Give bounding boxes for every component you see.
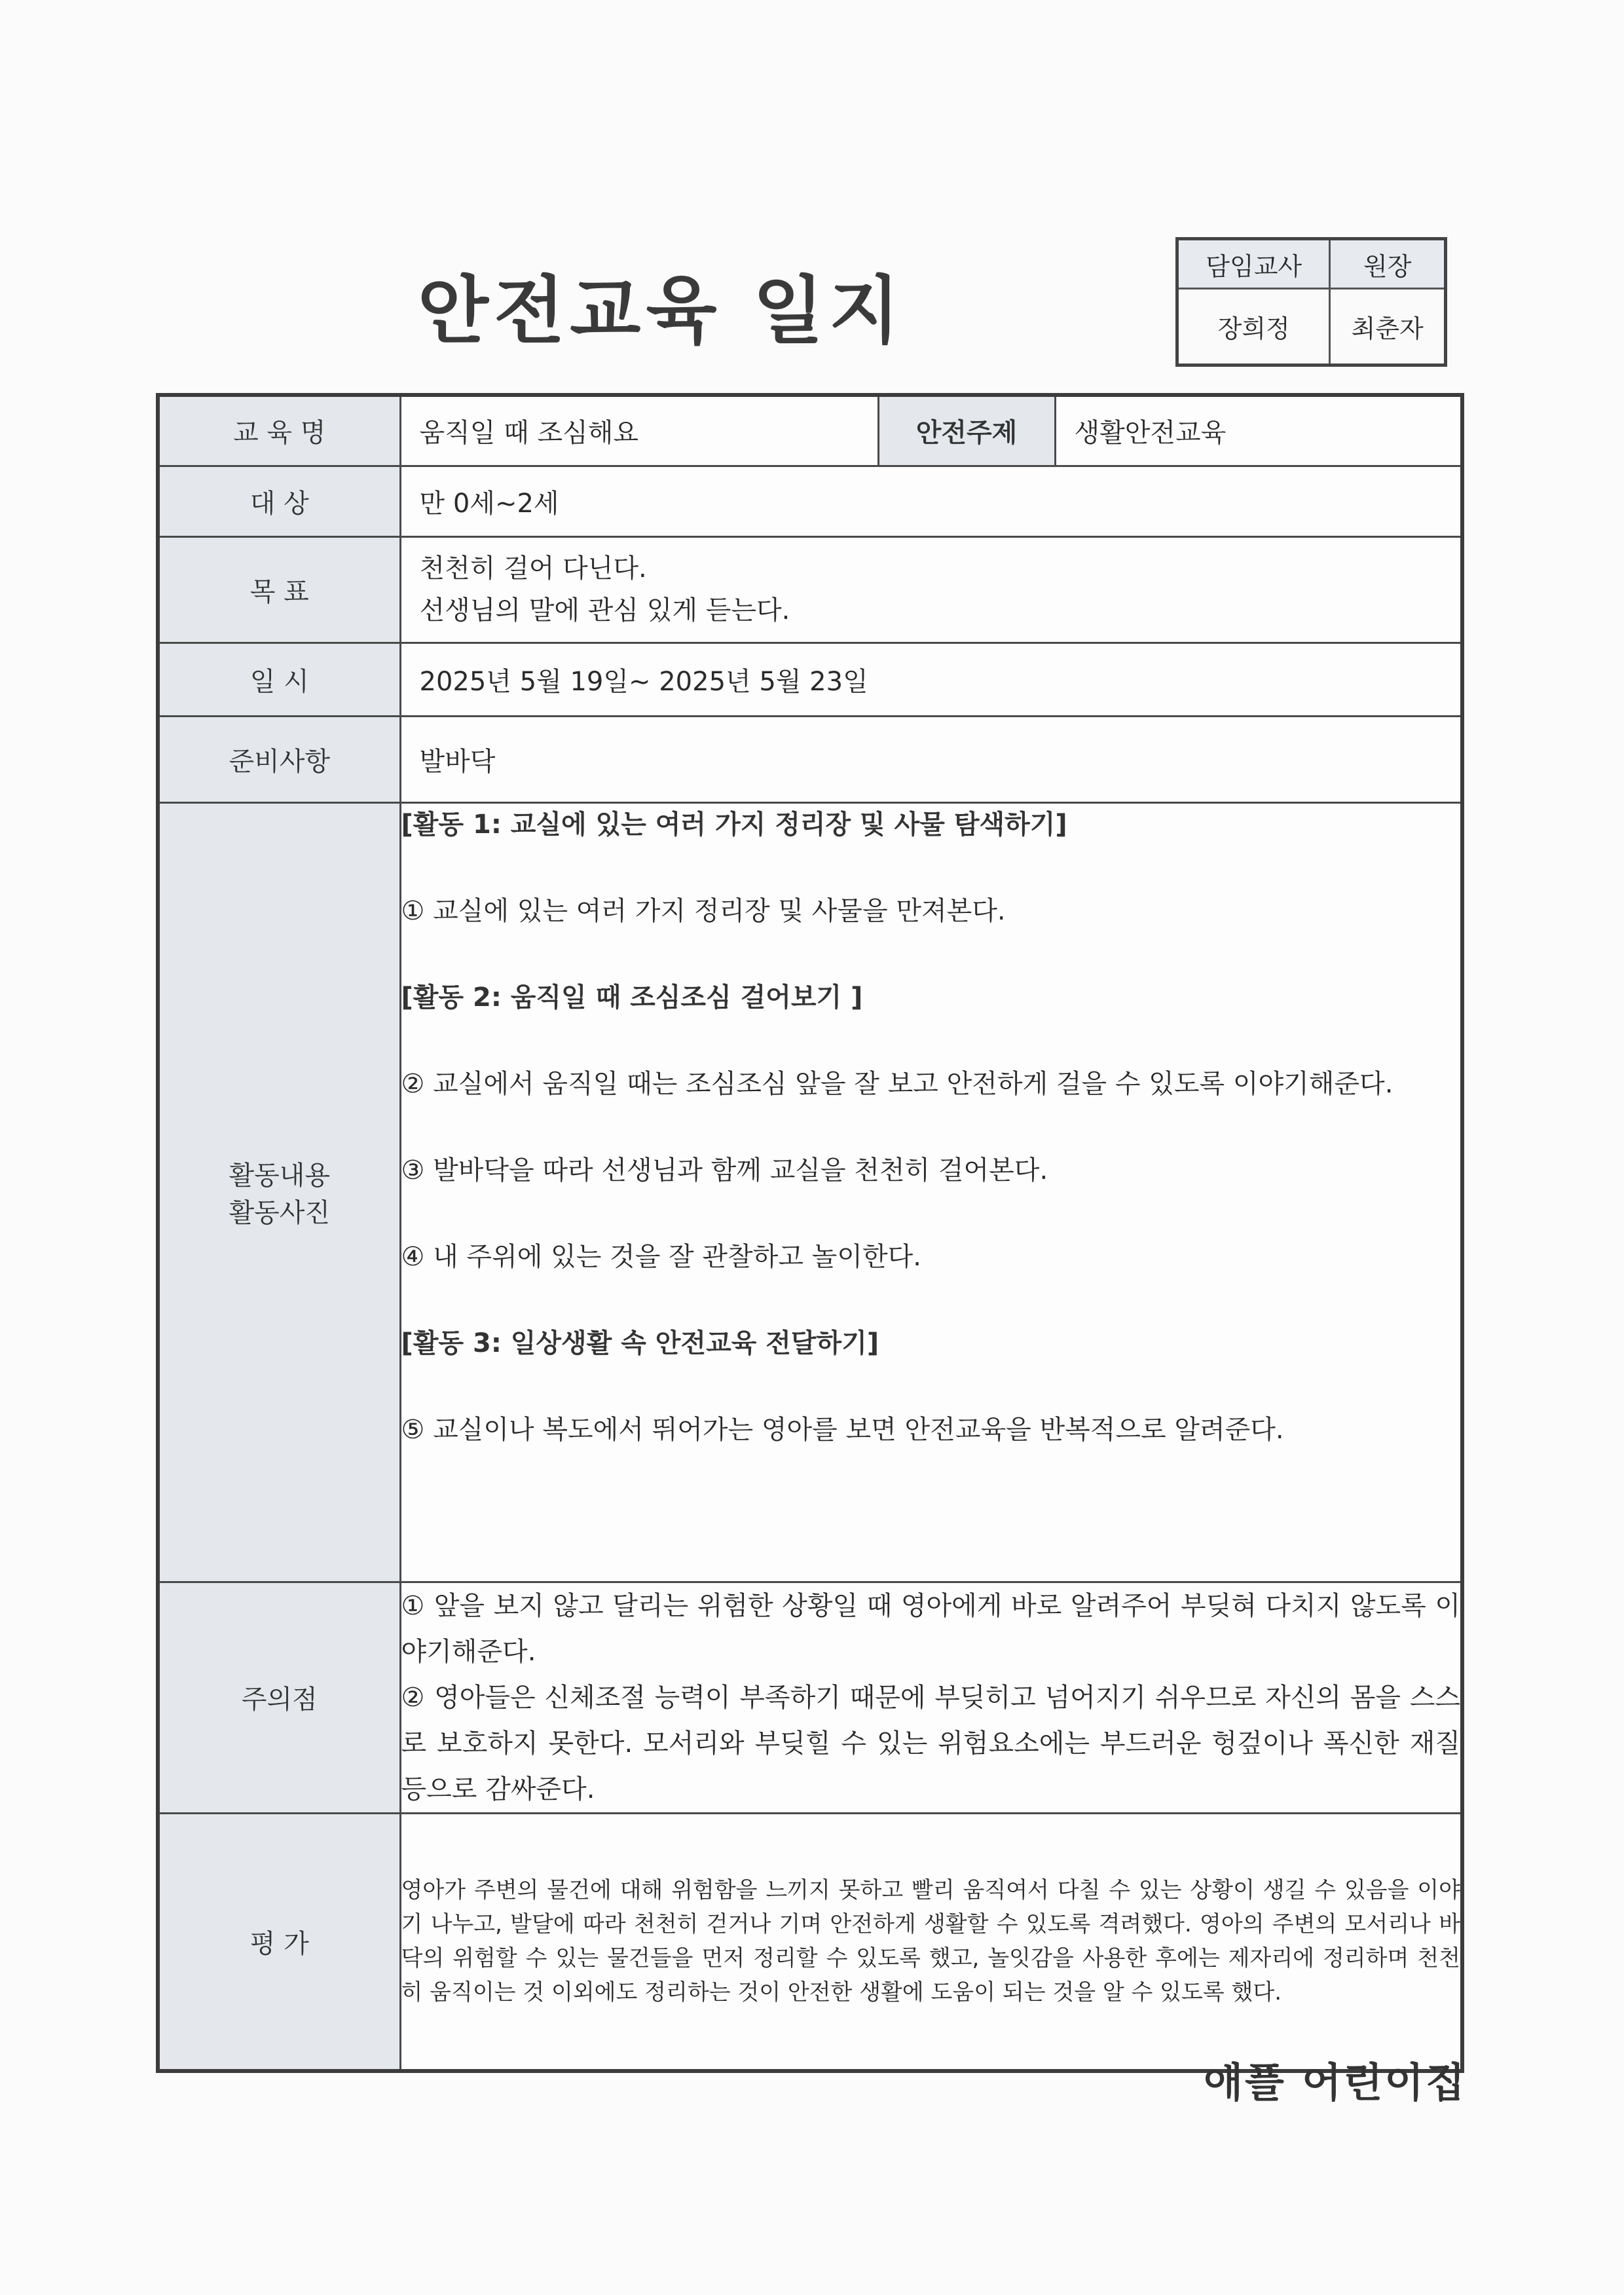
prep-label: 준비사항 [158, 716, 400, 802]
row-caution [158, 1582, 1462, 1813]
approval-director-label: 원장 [1330, 239, 1446, 289]
row-target [158, 466, 1462, 536]
topic-label: 안전주제 [878, 395, 1055, 466]
date-label: 일 시 [158, 643, 400, 716]
caution-label: 주의점 [158, 1582, 400, 1813]
approval-teacher-name: 장희정 [1177, 289, 1330, 365]
approval-box [1175, 237, 1447, 367]
activity-step: ⑤ 교실이나 복도에서 뛰어가는 영아를 보면 안전교육을 반복적으로 알려준다. [401, 1414, 1284, 1445]
date-value: 2025년 5월 19일~ 2025년 5월 23일 [400, 643, 1462, 716]
edu-name-label: 교 육 명 [158, 395, 400, 466]
row-evaluation [158, 1813, 1462, 2071]
goal-value [400, 536, 1462, 643]
row-date [158, 643, 1462, 716]
activity-heading: [활동 2: 움직일 때 조심조심 걸어보기 ] [401, 982, 863, 1013]
prep-value: 발바닥 [400, 716, 1462, 802]
row-activity [158, 802, 1462, 1582]
activity-step: ④ 내 주위에 있는 것을 잘 관찰하고 놀이한다. [401, 1241, 921, 1272]
goal-line: 천천히 걸어 다닌다. [419, 553, 647, 584]
activity-heading: [활동 1: 교실에 있는 여러 가지 정리장 및 사물 탐색하기] [401, 809, 1067, 840]
edu-name-value: 움직일 때 조심해요 [400, 395, 878, 466]
topic-value: 생활안전교육 [1055, 395, 1462, 466]
goal-line: 선생님의 말에 관심 있게 듣는다. [419, 595, 790, 625]
target-value: 만 0세~2세 [400, 466, 1462, 536]
approval-director-name: 최춘자 [1330, 289, 1446, 365]
row-edu-name [158, 395, 1462, 466]
caution-item: ① 앞을 보지 않고 달리는 위험한 상황일 때 영아에게 바로 알려주어 부딪혀 다치지 않도록 이야기해준다. [401, 1590, 1461, 1667]
row-goal [158, 536, 1462, 643]
page-title: 안전교육 일지 [417, 269, 906, 354]
activity-label-line2: 활동사진 [229, 1198, 331, 1228]
activity-label-line1: 활동내용 [229, 1161, 331, 1191]
target-label: 대 상 [158, 466, 400, 536]
evaluation-text: 영아가 주변의 물건에 대해 위험함을 느끼지 못하고 빨리 움직여서 다칠 수 있는 상황이 생길 수 있음을 이야기 나누고, 발달에 따라 천천히 걷거나 기며 안전하게 생활할 수 있도록 격려했다. 영아의 주변의 모서리나 바닥의 위험할 수 있는 물건들을 먼저 정리할 수 있도록 했고, 놀잇감을 사용한 후에는 제자리에 정리하며 천천히 움직이는 것 이외에도 정리하는 것이 안전한 생활에 도움이 되는 것을 알 수 있도록 했다. [400, 1813, 1462, 2071]
activity-step: ② 교실에서 움직일 때는 조심조심 앞을 잘 보고 안전하게 걸을 수 있도록 이야기해준다. [401, 1068, 1393, 1099]
evaluation-label: 평 가 [158, 1813, 400, 2071]
activity-heading: [활동 3: 일상생활 속 안전교육 전달하기] [401, 1328, 879, 1358]
goal-label: 목 표 [158, 536, 400, 643]
activity-content [400, 802, 1462, 1582]
institution-name: 애플 어린이집 [1204, 2059, 1467, 2106]
safety-log-table [156, 393, 1464, 2073]
caution-content [400, 1582, 1462, 1813]
caution-item: ② 영아들은 신체조절 능력이 부족하기 때문에 부딪히고 넘어지기 쉬우므로 자신의 몸을 스스로 보호하지 못한다. 모서리와 부딪힐 수 있는 위험요소에는 부드러운 헝겊이나 폭신한 재질 등으로 감싸준다. [401, 1682, 1460, 1804]
activity-label [158, 802, 400, 1582]
approval-teacher-label: 담임교사 [1177, 239, 1330, 289]
activity-step: ③ 발바닥을 따라 선생님과 함께 교실을 천천히 걸어본다. [401, 1155, 1048, 1185]
row-prep [158, 716, 1462, 802]
activity-step: ① 교실에 있는 여러 가지 정리장 및 사물을 만져본다. [401, 895, 1006, 926]
